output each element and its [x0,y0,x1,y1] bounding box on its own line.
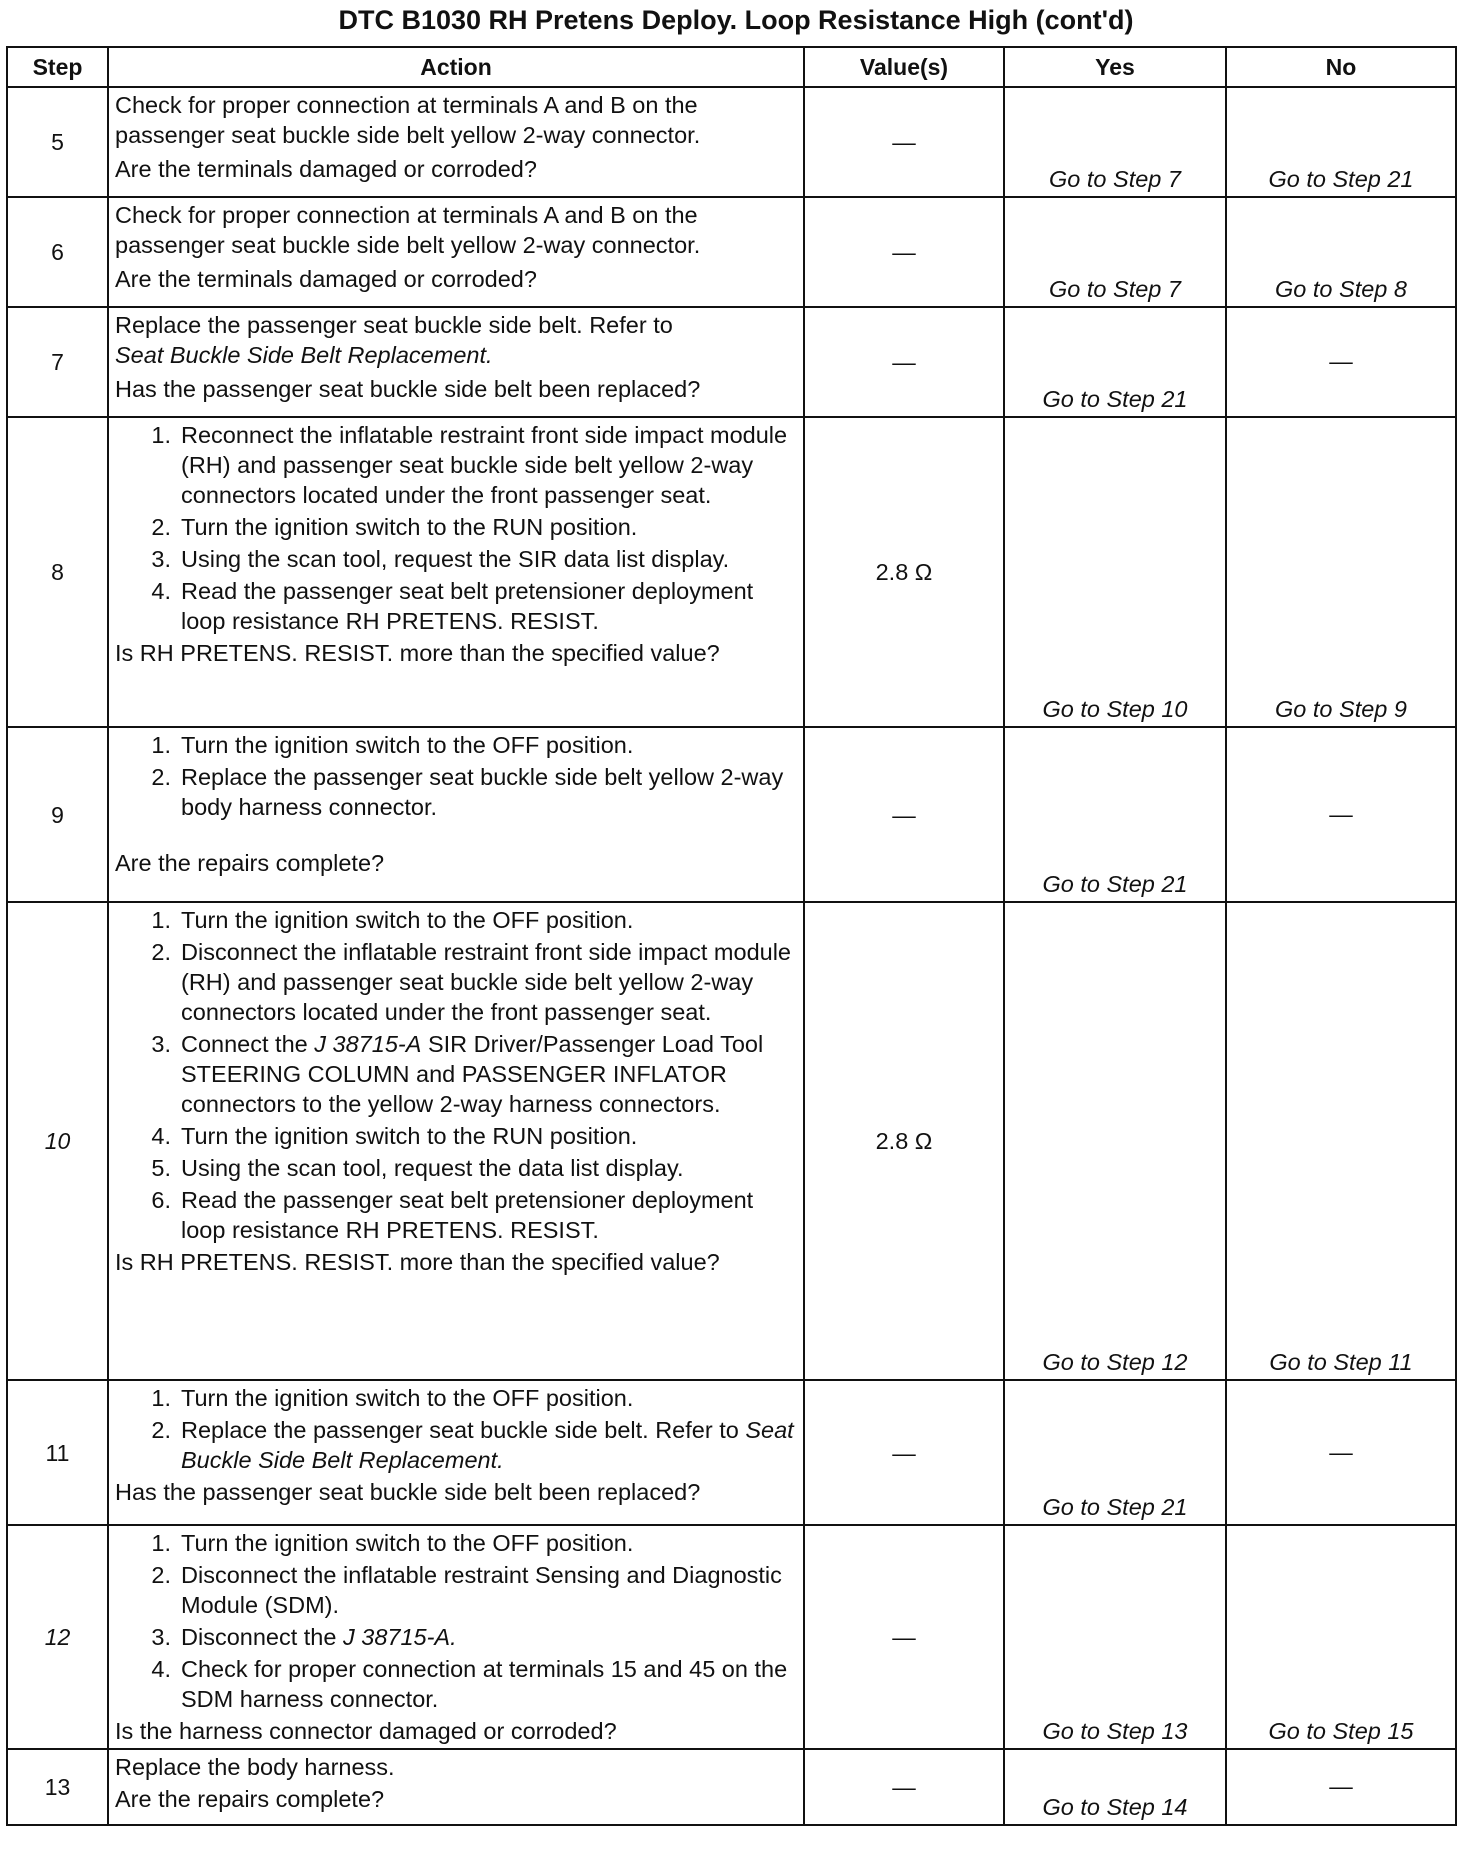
action-cell [108,727,804,902]
step-number: 11 [7,1380,108,1525]
list-item: 4. Read the passenger seat belt pretensioner deployment loop resistance RH PRETENS. RESIST. [151,578,754,634]
value-cell: — [804,1749,1004,1825]
step-number: 6 [7,197,108,307]
yes-cell: Go to Step 7 [1004,197,1226,307]
action-text: Check for proper connection at terminals A and B on the passenger seat buckle side belt yellow 2-way connector. [115,202,701,258]
action-question: Are the repairs complete? [115,850,385,876]
table-row [7,1525,1456,1749]
yes-cell: Go to Step 12 [1004,902,1226,1380]
no-cell: — [1226,307,1456,417]
action-question: Is the harness connector damaged or corroded? [115,1718,617,1744]
yes-cell: Go to Step 13 [1004,1525,1226,1749]
yes-cell: Go to Step 7 [1004,87,1226,197]
action-text: Replace the body harness. [115,1754,395,1780]
list-item: 3. Connect the J 38715-A SIR Driver/Passenger Load Tool STEERING COLUMN and PASSENGER INFLATOR connectors to the yellow 2-way harness connectors. [151,1031,764,1117]
yes-cell: Go to Step 21 [1004,727,1226,902]
no-cell: Go to Step 8 [1226,197,1456,307]
tool-reference: J 38715-A [314,1031,422,1057]
no-cell: Go to Step 21 [1226,87,1456,197]
table-row [7,417,1456,727]
action-cell [108,1525,804,1749]
step-number: 12 [7,1525,108,1749]
diagnostic-table [6,46,1457,1826]
value-cell: — [804,727,1004,902]
table-row [7,1749,1456,1825]
step-list [115,1528,797,1714]
action-question: Is RH PRETENS. RESIST. more than the specified value? [115,640,720,666]
procedure-reference: Seat Buckle Side Belt Replacement. [181,1417,794,1473]
action-cell [108,197,804,307]
table-row [7,1380,1456,1525]
list-item: 2. Disconnect the inflatable restraint Sensing and Diagnostic Module (SDM). [151,1562,782,1618]
yes-cell: Go to Step 14 [1004,1749,1226,1825]
header-step: Step [7,47,108,87]
list-item: 4. Check for proper connection at terminals 15 and 45 on the SDM harness connector. [151,1656,788,1712]
action-text: Replace the passenger seat buckle side belt. Refer to [115,312,673,338]
procedure-reference: Seat Buckle Side Belt Replacement. [115,342,493,368]
list-item: 1. Turn the ignition switch to the OFF position. [151,732,634,758]
header-row [7,47,1456,87]
header-yes: Yes [1004,47,1226,87]
list-item: 6. Read the passenger seat belt pretensioner deployment loop resistance RH PRETENS. RESIST. [151,1187,754,1243]
yes-cell: Go to Step 10 [1004,417,1226,727]
list-item: 2. Replace the passenger seat buckle side belt yellow 2-way body harness connector. [151,764,784,820]
value-cell: — [804,1380,1004,1525]
list-item: 2. Turn the ignition switch to the RUN position. [151,514,638,540]
list-item: 1. Reconnect the inflatable restraint front side impact module (RH) and passenger seat buckle side belt yellow 2-way connectors located under the front passenger seat. [151,422,788,508]
step-list [115,730,797,822]
page-title: DTC B1030 RH Pretens Deploy. Loop Resistance High (cont'd) [338,5,1134,35]
no-cell: — [1226,727,1456,902]
action-question: Are the repairs complete? [115,1786,385,1812]
table-row [7,87,1456,197]
value-cell: 2.8 Ω [804,417,1004,727]
no-cell: Go to Step 15 [1226,1525,1456,1749]
action-cell [108,1380,804,1525]
value-cell: 2.8 Ω [804,902,1004,1380]
action-cell [108,87,804,197]
action-question: Is RH PRETENS. RESIST. more than the specified value? [115,1249,720,1275]
yes-cell: Go to Step 21 [1004,307,1226,417]
table-row [7,727,1456,902]
action-cell [108,417,804,727]
step-list [115,1383,797,1475]
action-question: Are the terminals damaged or corroded? [115,156,537,182]
value-cell: — [804,307,1004,417]
step-number: 10 [7,902,108,1380]
no-cell: — [1226,1380,1456,1525]
list-item: 1. Turn the ignition switch to the OFF position. [151,1530,634,1556]
list-item: 2. Replace the passenger seat buckle side belt. Refer to Seat Buckle Side Belt Replacement. [151,1417,794,1473]
list-item: 1. Turn the ignition switch to the OFF position. [151,907,634,933]
list-item: 5. Using the scan tool, request the data list display. [151,1155,684,1181]
step-number: 9 [7,727,108,902]
header-values: Value(s) [804,47,1004,87]
no-cell: Go to Step 11 [1226,902,1456,1380]
no-cell: Go to Step 9 [1226,417,1456,727]
action-question: Are the terminals damaged or corroded? [115,266,537,292]
list-item: 3. Disconnect the J 38715-A. [151,1624,457,1650]
tool-reference: J 38715-A. [342,1624,457,1650]
step-number: 8 [7,417,108,727]
value-cell: — [804,87,1004,197]
step-list [115,905,797,1245]
action-text: Check for proper connection at terminals A and B on the passenger seat buckle side belt yellow 2-way connector. [115,92,701,148]
step-number: 7 [7,307,108,417]
table-row [7,307,1456,417]
value-cell: — [804,1525,1004,1749]
action-question: Has the passenger seat buckle side belt been replaced? [115,376,701,402]
list-item: 2. Disconnect the inflatable restraint front side impact module (RH) and passenger seat buckle side belt yellow 2-way connectors located under the front passenger seat. [151,939,792,1025]
no-cell: — [1226,1749,1456,1825]
list-item: 4. Turn the ignition switch to the RUN position. [151,1123,638,1149]
step-list [115,420,797,636]
list-item: 3. Using the scan tool, request the SIR data list display. [151,546,730,572]
action-question: Has the passenger seat buckle side belt been replaced? [115,1479,701,1505]
table-row [7,197,1456,307]
step-number: 13 [7,1749,108,1825]
list-item: 1. Turn the ignition switch to the OFF position. [151,1385,634,1411]
table-row [7,902,1456,1380]
value-cell: — [804,197,1004,307]
step-number: 5 [7,87,108,197]
action-cell [108,307,804,417]
header-no: No [1226,47,1456,87]
action-cell [108,1749,804,1825]
yes-cell: Go to Step 21 [1004,1380,1226,1525]
action-cell [108,902,804,1380]
header-action: Action [108,47,804,87]
